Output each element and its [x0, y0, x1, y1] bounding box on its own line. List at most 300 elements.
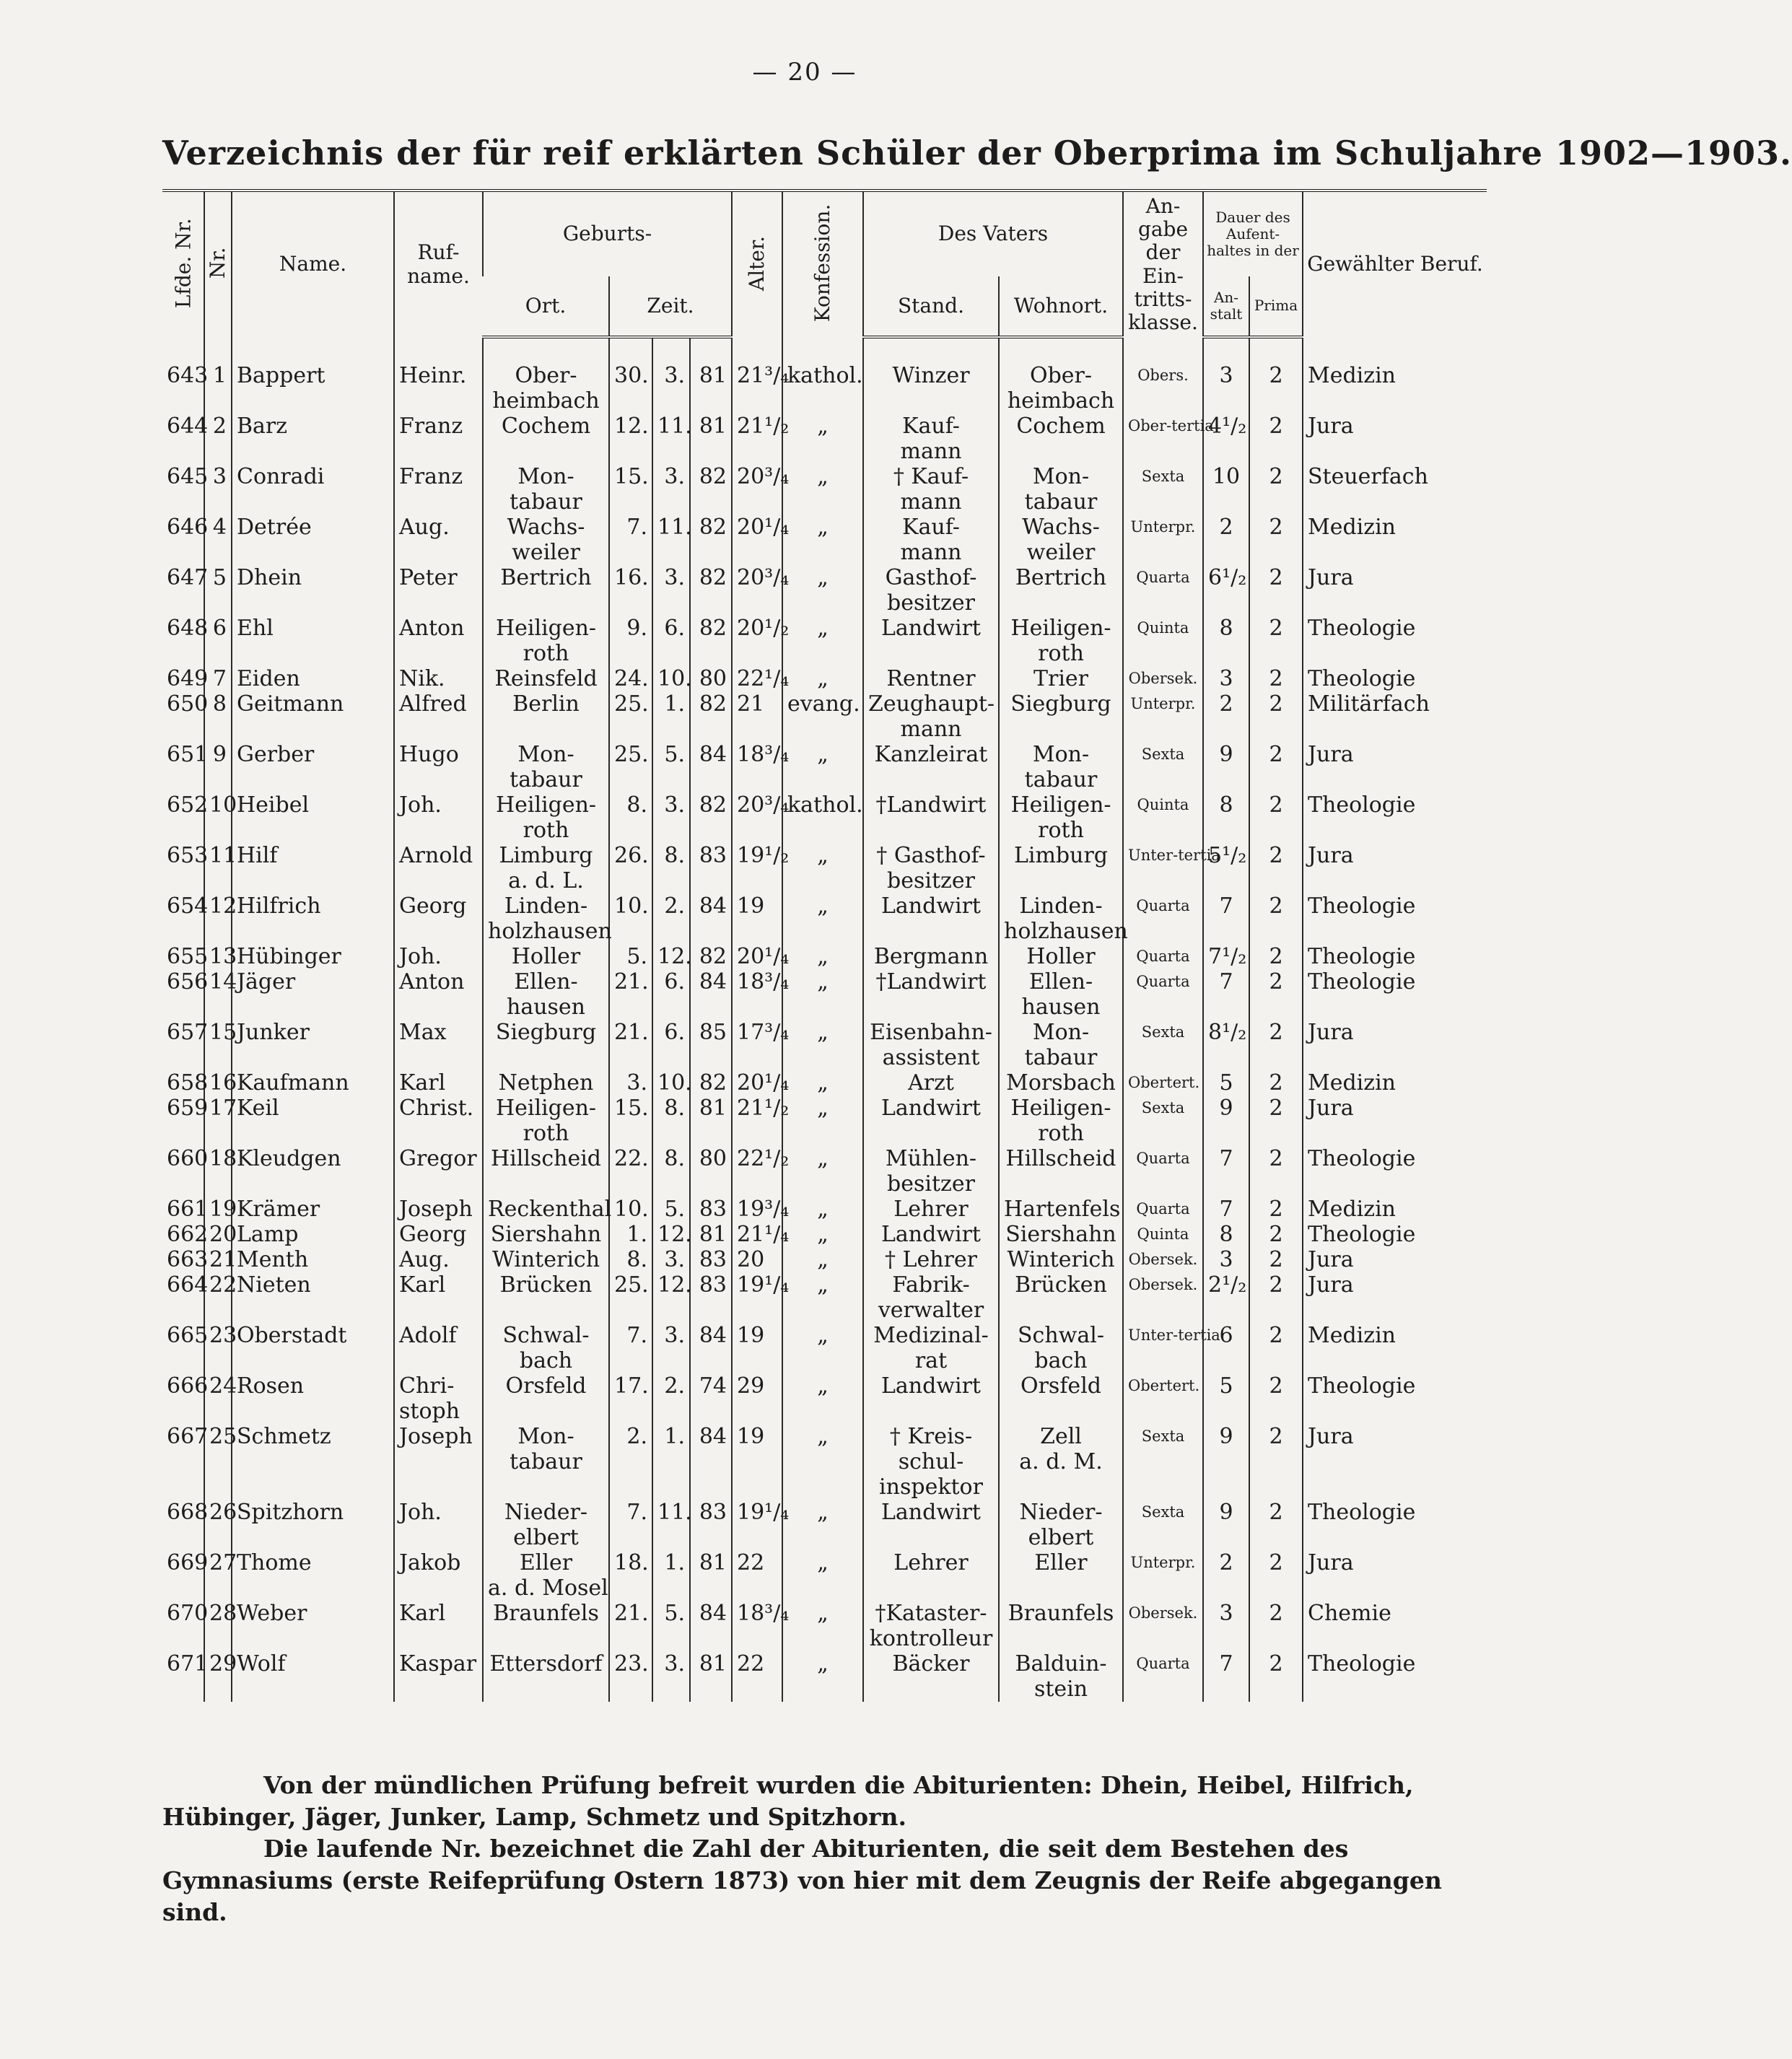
cell-father-residence-line: Siershahn	[1005, 1222, 1116, 1248]
cell-confession	[782, 792, 863, 843]
cell-father-residence-line: Orsfeld	[1020, 1373, 1101, 1399]
cell-profession	[1303, 1323, 1487, 1373]
cell-profession-line: Medizin	[1308, 1070, 1396, 1096]
header-anstalt: An-stalt	[1203, 276, 1249, 337]
cell-duration-school-line: 9	[1219, 1096, 1233, 1122]
cell-birth-year	[690, 742, 732, 792]
cell-birth-year	[690, 363, 732, 414]
cell-profession	[1303, 1500, 1487, 1550]
cell-duration-school-line: 9	[1219, 1424, 1233, 1450]
cell-age	[732, 1424, 782, 1500]
cell-birth-place-line: elbert	[513, 1525, 579, 1551]
cell-birth-year	[690, 893, 732, 944]
cell-birth-month-line: 3.	[664, 1247, 685, 1273]
cell-lfde-nr	[162, 691, 209, 742]
cell-rufname-line: Franz	[399, 464, 463, 490]
cell-birth-month-line: 5.	[664, 1601, 685, 1627]
cell-birth-year-line: 84	[699, 742, 727, 768]
cell-birth-place-line: Ellen-	[514, 969, 578, 995]
cell-duration-prima	[1249, 1020, 1303, 1070]
cell-birth-place	[483, 792, 609, 843]
cell-rufname	[394, 363, 483, 414]
cell-profession	[1303, 666, 1487, 691]
cell-duration-school	[1203, 1020, 1249, 1070]
cell-lfde-nr	[162, 1651, 209, 1702]
header-alter: Alter.	[732, 191, 782, 337]
cell-confession	[782, 1651, 863, 1702]
cell-father-residence-line: roth	[1038, 1121, 1084, 1147]
table-row	[162, 1601, 1487, 1651]
cell-duration-school	[1203, 969, 1249, 1020]
cell-father-residence-line: roth	[1038, 818, 1084, 844]
cell-birth-day-line: 18.	[614, 1550, 649, 1576]
cell-lfde-nr	[162, 363, 209, 414]
cell-father-residence	[999, 464, 1123, 515]
cell-duration-school	[1203, 1070, 1249, 1096]
cell-entry-class-line: Quarta	[1136, 973, 1190, 991]
cell-father-occupation-line: Lehrer	[893, 1197, 969, 1223]
cell-profession	[1303, 414, 1487, 464]
cell-father-residence	[999, 1222, 1123, 1247]
cell-duration-prima-line: 2	[1269, 1096, 1283, 1122]
cell-birth-place	[483, 414, 609, 464]
cell-father-residence	[999, 691, 1123, 742]
cell-father-occupation-line: Landwirt	[880, 1222, 981, 1248]
cell-age	[732, 691, 782, 742]
cell-name-line: Kleudgen	[237, 1146, 341, 1172]
cell-birth-year-line: 81	[699, 1651, 727, 1677]
cell-birth-year-line: 84	[699, 1424, 727, 1450]
cell-birth-year	[690, 1146, 732, 1197]
cell-duration-prima-line: 2	[1269, 616, 1283, 642]
cell-nr-line: 26	[209, 1500, 237, 1526]
cell-duration-prima-line: 2	[1269, 1500, 1283, 1526]
cell-duration-prima-line: 2	[1269, 1272, 1283, 1298]
cell-father-residence-line: tabaur	[1024, 767, 1098, 793]
cell-father-occupation-line: Winzer	[892, 363, 970, 389]
cell-age	[732, 1651, 782, 1702]
cell-duration-school-line: 9	[1219, 1500, 1233, 1526]
cell-nr-line: 20	[209, 1222, 237, 1248]
cell-birth-day	[609, 1222, 652, 1247]
cell-confession	[782, 616, 863, 666]
cell-lfde-nr-line: 665	[167, 1323, 209, 1349]
cell-confession-line: „	[817, 464, 829, 490]
cell-name-line: Keil	[237, 1096, 279, 1122]
cell-birth-place	[483, 1500, 609, 1550]
cell-birth-place-line: tabaur	[510, 1449, 582, 1475]
cell-duration-prima-line: 2	[1269, 843, 1283, 869]
table-row	[162, 1247, 1487, 1272]
cell-entry-class	[1123, 565, 1203, 616]
cell-birth-year-line: 84	[699, 893, 727, 919]
cell-father-residence-line: Ober-	[1029, 363, 1093, 389]
cell-age	[732, 1020, 790, 1070]
cell-birth-day	[609, 1500, 652, 1550]
cell-birth-day	[609, 944, 652, 969]
cell-duration-prima	[1249, 414, 1303, 464]
cell-birth-day-line: 17.	[614, 1373, 649, 1399]
cell-name-line: Hübinger	[237, 944, 341, 970]
cell-age	[732, 1096, 790, 1146]
cell-confession	[782, 363, 863, 414]
cell-name-line: Oberstadt	[237, 1323, 347, 1349]
cell-rufname-line: Arnold	[399, 843, 473, 869]
cell-duration-school	[1203, 666, 1249, 691]
cell-entry-class	[1123, 515, 1203, 565]
cell-lfde-nr	[162, 1020, 209, 1070]
cell-confession-line: „	[817, 1197, 829, 1223]
cell-rufname-line: Chri-	[399, 1373, 455, 1399]
cell-profession	[1303, 1096, 1487, 1146]
cell-birth-place-line: Ober-	[515, 363, 577, 389]
cell-birth-place-line: Nieder-	[504, 1500, 588, 1526]
cell-rufname-line: Max	[399, 1020, 447, 1046]
cell-nr	[204, 1323, 237, 1373]
cell-birth-place-line: roth	[523, 1121, 569, 1147]
page-number: — 20 —	[752, 58, 857, 87]
cell-confession-line: „	[817, 742, 829, 768]
cell-birth-place-line: Siegburg	[495, 1020, 597, 1046]
cell-age-line: 17³/₄	[737, 1020, 790, 1046]
cell-birth-place	[483, 1651, 609, 1702]
cell-birth-place-line: Schwal-	[502, 1323, 590, 1349]
cell-nr-line: 1	[212, 363, 227, 389]
cell-entry-class-line: Unterpr.	[1130, 518, 1196, 536]
cell-birth-year	[690, 515, 732, 565]
cell-birth-year	[690, 565, 732, 616]
cell-birth-month	[652, 1020, 690, 1070]
cell-confession-line: „	[817, 1500, 829, 1526]
cell-name	[232, 1323, 394, 1373]
cell-father-occupation-line: Eisenbahn-	[870, 1020, 992, 1046]
cell-entry-class-line: Quarta	[1136, 569, 1190, 587]
cell-birth-place	[483, 742, 609, 792]
cell-lfde-nr-line: 663	[167, 1247, 209, 1273]
cell-father-residence	[999, 666, 1123, 691]
cell-birth-place-line: bach	[519, 1348, 573, 1374]
table-row	[162, 1373, 1487, 1424]
cell-father-occupation-line: besitzer	[887, 868, 975, 894]
cell-father-residence	[999, 1424, 1123, 1500]
cell-profession-line: Theologie	[1308, 969, 1416, 995]
cell-duration-school-line: 8¹/₂	[1208, 1020, 1247, 1046]
cell-birth-day-line: 22.	[614, 1146, 649, 1172]
cell-duration-prima	[1249, 363, 1303, 414]
cell-birth-day	[609, 616, 652, 666]
cell-age	[732, 363, 790, 414]
cell-father-residence-line: holzhausen	[1004, 919, 1128, 945]
cell-confession	[782, 1424, 863, 1500]
cell-name	[232, 1247, 394, 1272]
cell-birth-place-line: heimbach	[492, 388, 600, 414]
cell-nr	[204, 1020, 237, 1070]
cell-birth-day-line: 21.	[614, 1601, 649, 1627]
cell-entry-class	[1123, 1500, 1203, 1550]
cell-father-residence-line: roth	[1038, 641, 1084, 667]
cell-nr-line: 9	[212, 742, 227, 768]
cell-name-line: Geitmann	[237, 691, 344, 717]
cell-profession	[1303, 691, 1487, 742]
cell-rufname	[394, 691, 483, 742]
cell-birth-place	[483, 1096, 609, 1146]
cell-confession-line: „	[817, 1070, 829, 1096]
cell-father-residence-line: bach	[1034, 1348, 1088, 1374]
cell-father-residence-line: hausen	[1021, 994, 1101, 1020]
cell-duration-prima-line: 2	[1269, 414, 1283, 440]
cell-name-line: Conradi	[237, 464, 325, 490]
cell-lfde-nr-line: 653	[167, 843, 209, 869]
cell-rufname-line: Joseph	[399, 1197, 473, 1223]
table-row	[162, 792, 1487, 843]
cell-nr-line: 23	[209, 1323, 237, 1349]
cell-father-residence-line: elbert	[1028, 1525, 1094, 1551]
cell-birth-month	[652, 363, 690, 414]
cell-lfde-nr	[162, 1424, 209, 1500]
cell-birth-year	[690, 1222, 732, 1247]
cell-nr-line: 2	[212, 414, 227, 440]
cell-birth-year-line: 81	[699, 363, 727, 389]
header-des-vaters: Des Vaters	[863, 191, 1123, 276]
cell-confession	[782, 414, 863, 464]
cell-duration-school	[1203, 1197, 1249, 1222]
cell-age	[732, 515, 790, 565]
cell-age-line: 22	[737, 1550, 765, 1576]
cell-duration-school-line: 2	[1219, 1550, 1233, 1576]
cell-nr-line: 27	[209, 1550, 237, 1576]
cell-father-residence-line: Mon-	[1032, 742, 1090, 768]
cell-father-occupation	[863, 1070, 999, 1096]
cell-lfde-nr-line: 648	[167, 616, 209, 642]
cell-birth-month-line: 8.	[664, 1146, 685, 1172]
header-beruf: Gewählter Beruf.	[1303, 191, 1487, 337]
cell-birth-place-line: Limburg	[499, 843, 593, 869]
cell-age-line: 22	[737, 1651, 765, 1677]
cell-birth-month	[652, 1651, 690, 1702]
cell-profession-line: Jura	[1308, 1424, 1354, 1450]
footnote-exempted: Von der mündlichen Prüfung befreit wurden die Abiturienten: Dhein, Heibel, Hilfrich, Hübinger, Jäger, Junker, Lamp, Schmetz und Spitzhorn.	[162, 1771, 1414, 1831]
cell-birth-month-line: 6.	[664, 616, 685, 642]
cell-rufname-line: Karl	[399, 1601, 446, 1627]
cell-profession	[1303, 1651, 1487, 1702]
cell-rufname	[394, 1601, 483, 1651]
cell-father-residence	[999, 843, 1123, 893]
cell-nr	[204, 792, 237, 843]
cell-birth-place-line: weiler	[512, 540, 580, 566]
cell-profession-line: Theologie	[1308, 1500, 1416, 1526]
cell-duration-prima	[1249, 464, 1303, 515]
cell-nr	[204, 1272, 237, 1323]
cell-birth-place-line: Mon-	[517, 742, 574, 768]
cell-rufname	[394, 1146, 483, 1197]
cell-father-occupation-line: besitzer	[887, 590, 975, 616]
cell-birth-day	[609, 1020, 652, 1070]
cell-nr	[204, 1197, 237, 1223]
cell-profession-line: Jura	[1308, 414, 1354, 440]
cell-lfde-nr	[162, 1070, 209, 1096]
cell-birth-day	[609, 1146, 652, 1197]
cell-entry-class	[1123, 691, 1203, 742]
cell-birth-day	[609, 1070, 652, 1096]
cell-father-residence	[999, 1146, 1123, 1197]
cell-father-occupation	[863, 1197, 999, 1222]
cell-profession-line: Steuerfach	[1308, 464, 1428, 490]
header-stand: Stand.	[863, 276, 999, 337]
cell-profession-line: Jura	[1308, 1247, 1354, 1273]
cell-profession-line: Theologie	[1308, 1222, 1416, 1248]
cell-name	[232, 1146, 394, 1197]
cell-age	[732, 843, 790, 893]
cell-age-line: 19³/₄	[737, 1197, 790, 1223]
cell-age-line: 21¹/₂	[737, 1096, 790, 1122]
cell-nr-line: 13	[209, 944, 237, 970]
cell-father-residence	[999, 969, 1123, 1020]
cell-confession	[782, 969, 863, 1020]
cell-duration-school	[1203, 1500, 1249, 1550]
cell-birth-day-line: 25.	[614, 691, 649, 717]
cell-birth-place-line: Berlin	[512, 691, 580, 717]
cell-duration-school	[1203, 691, 1249, 742]
cell-duration-school	[1203, 1096, 1249, 1146]
cell-rufname	[394, 1500, 483, 1550]
cell-rufname	[394, 1373, 483, 1424]
cell-birth-day	[609, 1651, 652, 1702]
cell-birth-place-line: tabaur	[510, 767, 582, 793]
cell-birth-month	[652, 1323, 690, 1373]
cell-profession-line: Militärfach	[1308, 691, 1430, 717]
cell-age-line: 19	[737, 1323, 765, 1349]
cell-birth-day-line: 26.	[614, 843, 649, 869]
cell-duration-prima-line: 2	[1269, 363, 1283, 389]
cell-father-residence	[999, 1247, 1123, 1272]
cell-father-occupation	[863, 363, 999, 414]
cell-nr-line: 28	[209, 1601, 237, 1627]
header-wohnort: Wohnort.	[999, 276, 1123, 337]
cell-duration-prima-line: 2	[1269, 1601, 1283, 1627]
table-row	[162, 1424, 1487, 1500]
cell-name	[232, 363, 394, 414]
cell-duration-school-line: 7	[1219, 1651, 1233, 1677]
cell-birth-day-line: 21.	[614, 1020, 649, 1046]
cell-father-occupation	[863, 1651, 999, 1702]
cell-birth-year-line: 82	[699, 515, 727, 541]
cell-age-line: 29	[737, 1373, 765, 1399]
cell-age	[732, 1070, 790, 1096]
cell-birth-day-line: 10.	[614, 893, 649, 919]
cell-birth-place	[483, 1272, 609, 1323]
cell-father-residence	[999, 792, 1123, 843]
cell-confession-line: „	[817, 666, 829, 692]
cell-profession-line: Jura	[1308, 565, 1354, 591]
cell-father-residence-line: Heiligen-	[1010, 616, 1111, 642]
cell-rufname	[394, 944, 483, 969]
cell-birth-place-line: Orsfeld	[505, 1373, 587, 1399]
cell-confession-line: „	[817, 1373, 829, 1399]
cell-rufname	[394, 1222, 483, 1247]
cell-birth-year	[690, 1070, 732, 1096]
cell-profession-line: Theologie	[1308, 1651, 1416, 1677]
cell-name-line: Eiden	[237, 666, 300, 692]
cell-duration-prima	[1249, 515, 1303, 565]
cell-duration-prima	[1249, 742, 1303, 792]
cell-duration-prima-line: 2	[1269, 1247, 1283, 1273]
cell-birth-month-line: 12.	[657, 1222, 692, 1248]
cell-confession-line: „	[817, 1272, 829, 1298]
cell-birth-place-line: Reckenthal	[488, 1197, 612, 1223]
cell-rufname	[394, 616, 483, 666]
cell-confession-line: „	[817, 616, 829, 642]
cell-father-residence-line: Morsbach	[1006, 1070, 1116, 1096]
cell-age	[732, 616, 790, 666]
cell-duration-school-line: 8	[1219, 616, 1233, 642]
cell-father-residence	[999, 414, 1123, 464]
cell-birth-year-line: 81	[699, 1222, 727, 1248]
cell-lfde-nr	[162, 515, 209, 565]
cell-confession	[782, 1247, 863, 1272]
cell-entry-class	[1123, 893, 1203, 944]
cell-duration-school-line: 8	[1219, 792, 1233, 818]
cell-confession	[782, 1550, 863, 1601]
cell-birth-month-line: 1.	[664, 1424, 685, 1450]
table-row	[162, 944, 1487, 969]
cell-duration-school-line: 7	[1219, 969, 1233, 995]
cell-rufname	[394, 792, 483, 843]
cell-father-residence-line: Balduin-	[1015, 1651, 1107, 1677]
cell-lfde-nr	[162, 464, 209, 515]
cell-father-occupation-line: mann	[900, 717, 962, 743]
cell-rufname-line: Hugo	[399, 742, 459, 768]
cell-lfde-nr-line: 667	[167, 1424, 209, 1450]
cell-profession	[1303, 792, 1487, 843]
cell-duration-prima-line: 2	[1269, 691, 1283, 717]
cell-father-residence-line: Ellen-	[1028, 969, 1093, 995]
cell-birth-month-line: 11.	[657, 515, 692, 541]
cell-nr	[204, 515, 232, 565]
cell-birth-year	[690, 843, 732, 893]
cell-profession-line: Medizin	[1308, 1323, 1396, 1349]
cell-duration-prima-line: 2	[1269, 464, 1283, 490]
cell-age-line: 20¹/₄	[737, 515, 790, 541]
cell-profession-line: Chemie	[1308, 1601, 1391, 1627]
cell-duration-prima	[1249, 1601, 1303, 1651]
cell-father-residence-line: Brücken	[1015, 1272, 1107, 1298]
cell-birth-year	[690, 414, 732, 464]
cell-lfde-nr-line: 671	[167, 1651, 209, 1677]
cell-father-occupation	[863, 565, 999, 616]
cell-entry-class	[1123, 1096, 1203, 1146]
cell-nr-line: 18	[209, 1146, 237, 1172]
cell-entry-class	[1123, 1601, 1203, 1651]
cell-father-residence	[999, 1020, 1123, 1070]
cell-entry-class-line: Obersek.	[1128, 1251, 1198, 1269]
cell-birth-month-line: 3.	[664, 565, 685, 591]
cell-duration-school-line: 3	[1219, 1247, 1233, 1273]
cell-entry-class	[1123, 363, 1203, 414]
cell-duration-school-line: 9	[1219, 742, 1233, 768]
cell-name-line: Spitzhorn	[237, 1500, 344, 1526]
cell-birth-place	[483, 893, 612, 945]
cell-duration-prima	[1249, 691, 1303, 742]
cell-duration-prima	[1249, 1323, 1303, 1373]
cell-birth-year	[690, 1651, 732, 1702]
cell-father-residence-line: Hillscheid	[1005, 1146, 1116, 1172]
cell-entry-class-line: Unter-tertia	[1128, 847, 1220, 865]
cell-confession	[782, 666, 863, 691]
cell-duration-prima	[1249, 616, 1303, 666]
cell-birth-day-line: 12.	[614, 414, 649, 440]
cell-rufname-line: Joh.	[399, 944, 442, 970]
cell-birth-year-line: 84	[699, 1601, 727, 1627]
